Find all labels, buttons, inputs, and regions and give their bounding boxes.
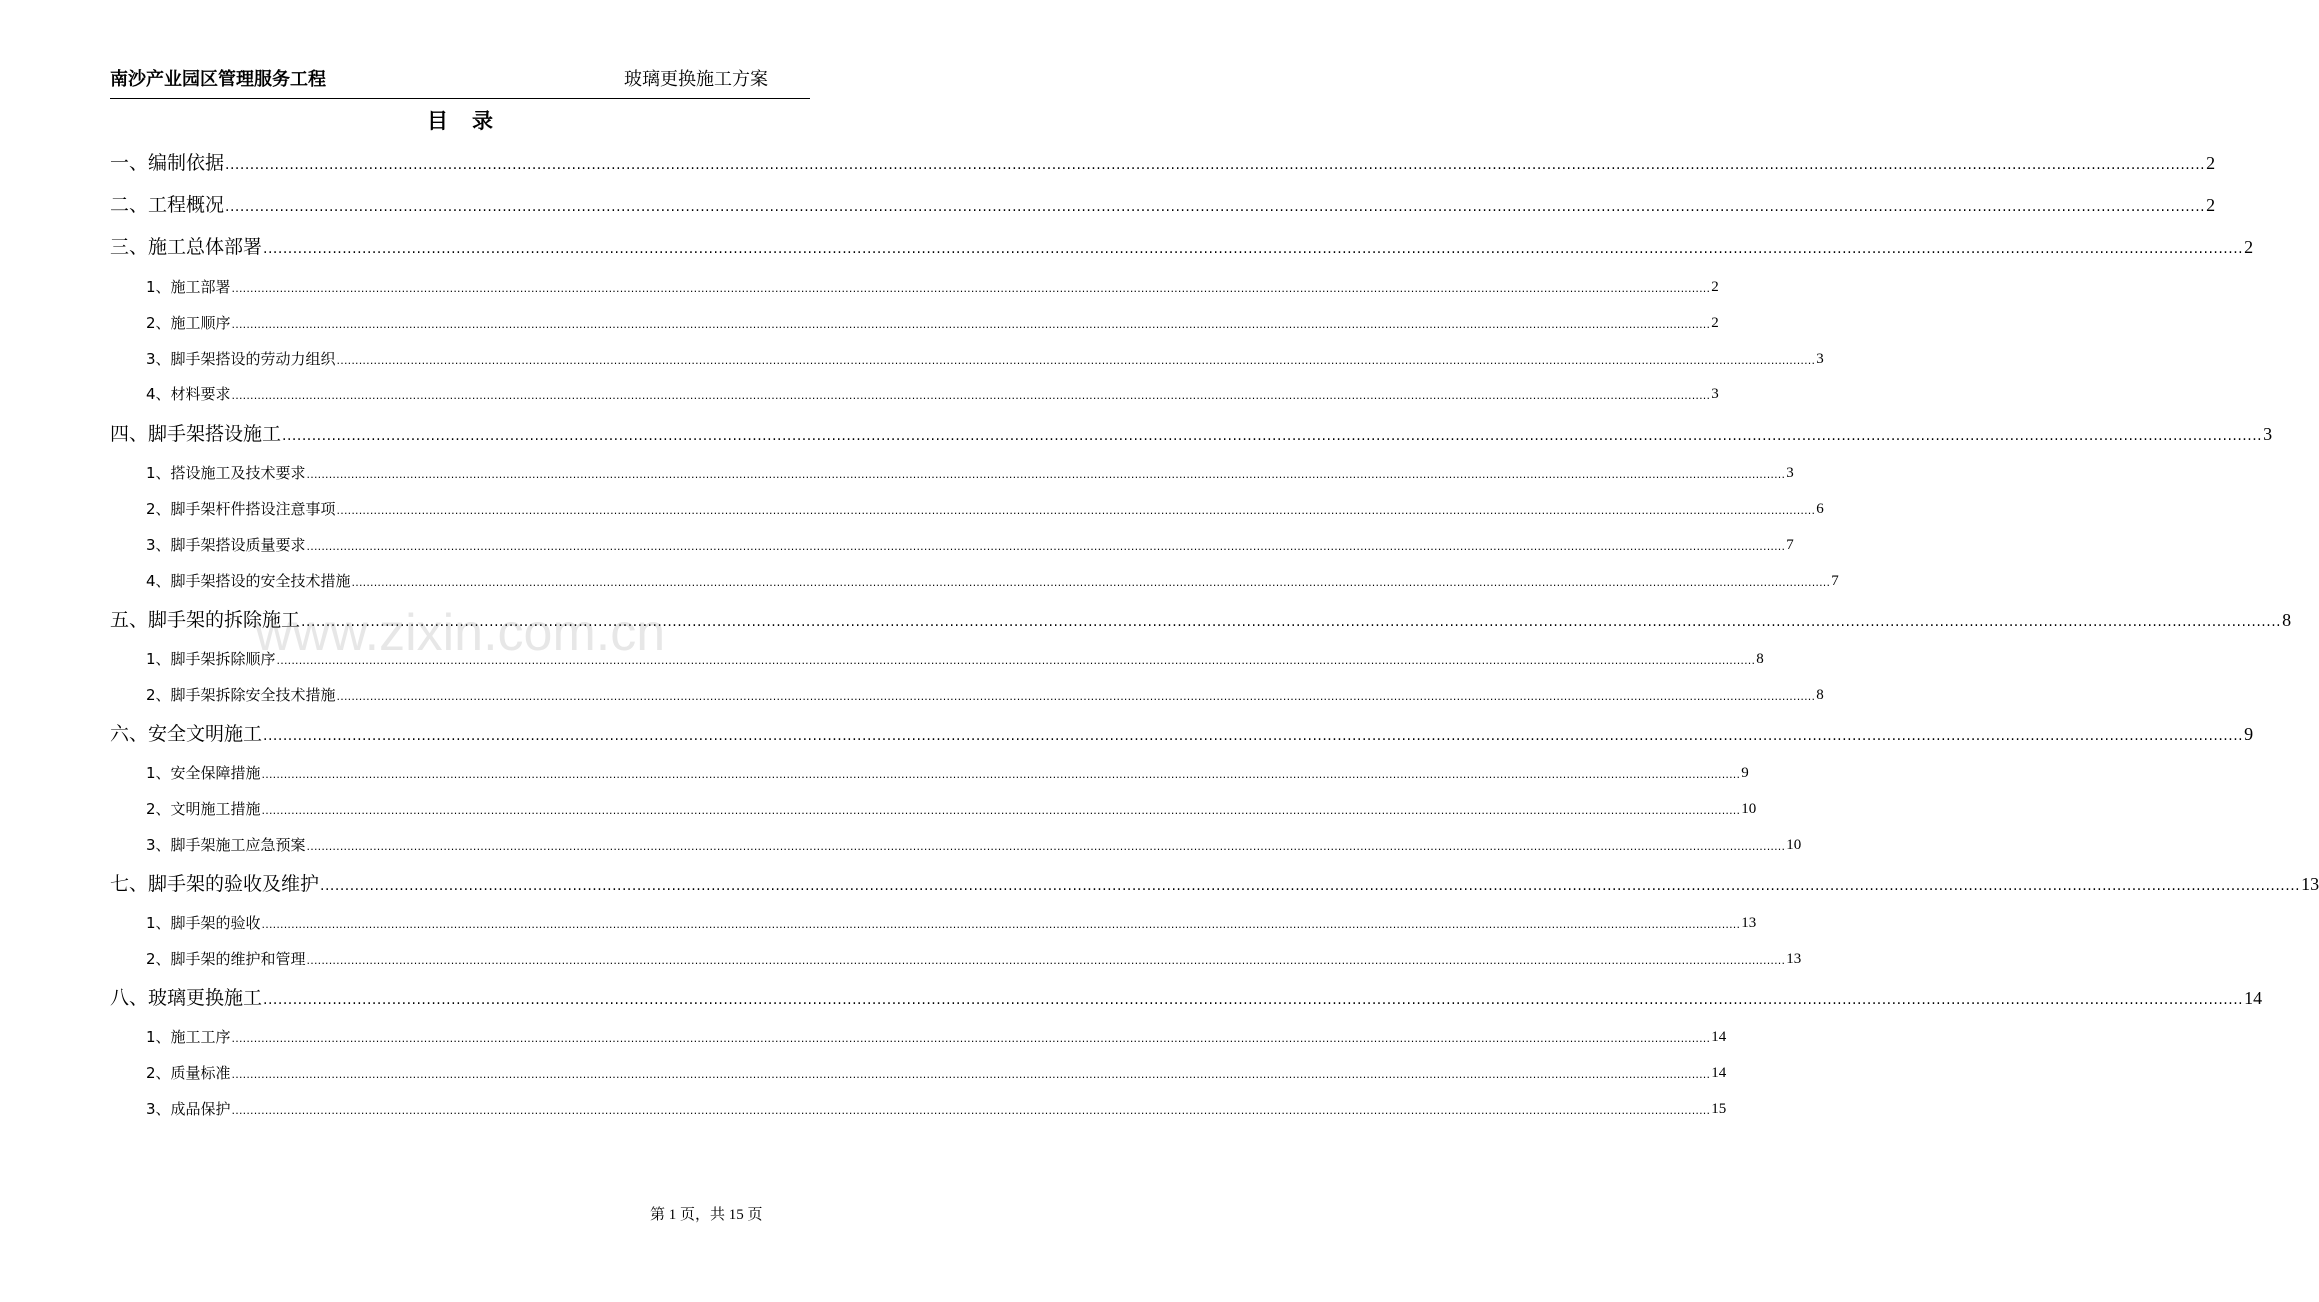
toc-entry-label: 4、材料要求 (146, 385, 231, 403)
toc-entry-label: 二、工程概况 (110, 194, 225, 216)
toc-entry[interactable] (146, 762, 1749, 784)
toc-leader-dots: ................................................................................................................................................................................................................................................................................................................................................................................................................ (231, 389, 1711, 402)
toc-entry[interactable] (110, 985, 2263, 1011)
toc-leader-dots: ................................................................................................................................................................................................................................................................................................................................................................................................................ (231, 1068, 1711, 1081)
toc-title (0, 107, 920, 135)
toc-entry-label: 2、施工顺序 (146, 314, 231, 332)
toc-entry-page: 10 (1786, 837, 1802, 853)
toc-entry-page: 3 (1711, 386, 1719, 402)
toc-leader-dots: ................................................................................................................................................................................................................................................................................................................................................................................................................ (231, 1032, 1711, 1045)
toc-entry[interactable] (110, 192, 2216, 218)
toc-entry-label: 1、施工工序 (146, 1028, 231, 1046)
toc-entry[interactable] (146, 312, 1719, 334)
toc-entry[interactable] (146, 798, 1757, 820)
page-footer: 第 1 页，共 15 页 (650, 1207, 763, 1223)
toc-entry[interactable] (110, 150, 2216, 176)
toc-leader-dots: ................................................................................................................................................................................................................................................................................................................................................................................................................ (306, 468, 1786, 481)
toc-entry-label: 1、脚手架拆除顺序 (146, 650, 276, 668)
toc-entry-page: 14 (1711, 1065, 1727, 1081)
toc-entry-label: 2、文明施工措施 (146, 800, 261, 818)
toc-leader-dots: ................................................................................................................................................................................................................................................................................................................................................................................................................ (261, 804, 1741, 817)
toc-entry[interactable] (110, 234, 2254, 260)
toc-entry[interactable] (146, 912, 1757, 934)
toc-entry-label: 五、脚手架的拆除施工 (110, 609, 301, 631)
toc-entry-label: 六、安全文明施工 (110, 723, 263, 745)
toc-entry-label: 三、施工总体部署 (110, 236, 263, 258)
toc-leader-dots: ................................................................................................................................................................................................................................................................................................................................................................................................................ (306, 954, 1786, 967)
toc-entry-page: 13 (1786, 951, 1802, 967)
toc-leader-dots: ................................................................................................................................................................................................................................................................................................................................................................................................................ (301, 614, 2282, 630)
toc-entry[interactable] (146, 834, 1802, 856)
toc-leader-dots: ................................................................................................................................................................................................................................................................................................................................................................................................................ (276, 654, 1756, 667)
toc-entry-label: 1、搭设施工及技术要求 (146, 464, 306, 482)
header-divider (110, 98, 810, 99)
toc-entry[interactable] (146, 348, 1824, 370)
toc-entry-label: 一、编制依据 (110, 152, 225, 174)
toc-entry-page: 2 (1711, 315, 1719, 331)
toc-entry-label: 3、脚手架施工应急预案 (146, 836, 306, 854)
toc-entry-page: 9 (2244, 724, 2254, 744)
toc-entry-page: 6 (1816, 501, 1824, 517)
toc-entry-label: 4、脚手架搭设的安全技术措施 (146, 572, 351, 590)
toc-leader-dots: ................................................................................................................................................................................................................................................................................................................................................................................................................ (336, 354, 1816, 367)
toc-entry-page: 8 (1816, 687, 1824, 703)
toc-leader-dots: ................................................................................................................................................................................................................................................................................................................................................................................................................ (231, 282, 1711, 295)
watermark: www.zixin.com.cn (254, 604, 666, 662)
toc-entry[interactable] (146, 534, 1794, 556)
toc-entry-page: 2 (1711, 279, 1719, 295)
toc-leader-dots: ................................................................................................................................................................................................................................................................................................................................................................................................................ (282, 428, 2263, 444)
toc-leader-dots: ................................................................................................................................................................................................................................................................................................................................................................................................................ (336, 690, 1816, 703)
toc-leader-dots: ................................................................................................................................................................................................................................................................................................................................................................................................................ (336, 504, 1816, 517)
header-project-name: 南沙产业园区管理服务工程 (110, 69, 326, 90)
toc-entry-label: 2、脚手架拆除安全技术措施 (146, 686, 336, 704)
toc-entry-page: 14 (2244, 988, 2263, 1008)
toc-entry[interactable] (146, 1062, 1727, 1084)
toc-entry-page: 8 (1756, 651, 1764, 667)
toc-entry[interactable] (146, 948, 1802, 970)
toc-entry-page: 3 (1786, 465, 1794, 481)
toc-entry[interactable] (146, 684, 1824, 706)
toc-entry-page: 8 (2282, 610, 2292, 630)
toc-entry-page: 10 (1741, 801, 1757, 817)
toc-entry-label: 1、施工部署 (146, 278, 231, 296)
toc-entry-page: 3 (1816, 351, 1824, 367)
toc-entry[interactable] (110, 871, 2319, 897)
toc-entry[interactable] (146, 383, 1719, 405)
toc-leader-dots: ................................................................................................................................................................................................................................................................................................................................................................................................................ (225, 157, 2206, 173)
toc-leader-dots: ................................................................................................................................................................................................................................................................................................................................................................................................................ (351, 576, 1831, 589)
toc-leader-dots: ................................................................................................................................................................................................................................................................................................................................................................................................................ (263, 241, 2244, 257)
toc-entry-page: 2 (2206, 153, 2216, 173)
toc-leader-dots: ................................................................................................................................................................................................................................................................................................................................................................................................................ (231, 1104, 1711, 1117)
toc-leader-dots: ................................................................................................................................................................................................................................................................................................................................................................................................................ (306, 540, 1786, 553)
toc-entry[interactable] (146, 1098, 1727, 1120)
toc-leader-dots: ................................................................................................................................................................................................................................................................................................................................................................................................................ (306, 840, 1786, 853)
toc-entry-label: 2、脚手架的维护和管理 (146, 950, 306, 968)
toc-entry-label: 3、脚手架搭设质量要求 (146, 536, 306, 554)
toc-entry-page: 7 (1786, 537, 1794, 553)
toc-entry-label: 七、脚手架的验收及维护 (110, 873, 320, 895)
toc-leader-dots: ................................................................................................................................................................................................................................................................................................................................................................................................................ (320, 878, 2301, 894)
toc-leader-dots: ................................................................................................................................................................................................................................................................................................................................................................................................................ (231, 318, 1711, 331)
toc-entry[interactable] (110, 721, 2254, 747)
toc-entry[interactable] (146, 462, 1794, 484)
toc-entry[interactable] (146, 498, 1824, 520)
toc-entry-label: 2、脚手架杆件搭设注意事项 (146, 500, 336, 518)
toc-title-text: 目录 (427, 109, 517, 133)
toc-entry[interactable] (146, 570, 1839, 592)
toc-leader-dots: ................................................................................................................................................................................................................................................................................................................................................................................................................ (261, 768, 1741, 781)
toc-entry-label: 3、成品保护 (146, 1100, 231, 1118)
toc-entry-page: 13 (1741, 915, 1757, 931)
toc-entry-page: 7 (1831, 573, 1839, 589)
toc-leader-dots: ................................................................................................................................................................................................................................................................................................................................................................................................................ (225, 199, 2206, 215)
toc-entry-page: 13 (2301, 874, 2319, 894)
toc-entry-label: 八、玻璃更换施工 (110, 987, 263, 1009)
toc-entry-label: 1、脚手架的验收 (146, 914, 261, 932)
toc-entry-page: 9 (1741, 765, 1749, 781)
toc-leader-dots: ................................................................................................................................................................................................................................................................................................................................................................................................................ (263, 992, 2244, 1008)
toc-entry-page: 14 (1711, 1029, 1727, 1045)
toc-leader-dots: ................................................................................................................................................................................................................................................................................................................................................................................................................ (263, 728, 2244, 744)
toc-entry-label: 3、脚手架搭设的劳动力组织 (146, 350, 336, 368)
toc-entry-page: 15 (1711, 1101, 1727, 1117)
toc-entry-page: 2 (2206, 195, 2216, 215)
toc-entry-label: 四、脚手架搭设施工 (110, 423, 282, 445)
toc-entry[interactable] (110, 421, 2273, 447)
toc-entry-page: 3 (2263, 424, 2273, 444)
toc-entry-label: 2、质量标准 (146, 1064, 231, 1082)
toc-leader-dots: ................................................................................................................................................................................................................................................................................................................................................................................................................ (261, 918, 1741, 931)
toc-entry-label: 1、安全保障措施 (146, 764, 261, 782)
toc-entry-page: 2 (2244, 237, 2254, 257)
toc-entry[interactable] (146, 1026, 1727, 1048)
header-document-title: 玻璃更换施工方案 (624, 69, 768, 90)
toc-entry[interactable] (146, 276, 1719, 298)
